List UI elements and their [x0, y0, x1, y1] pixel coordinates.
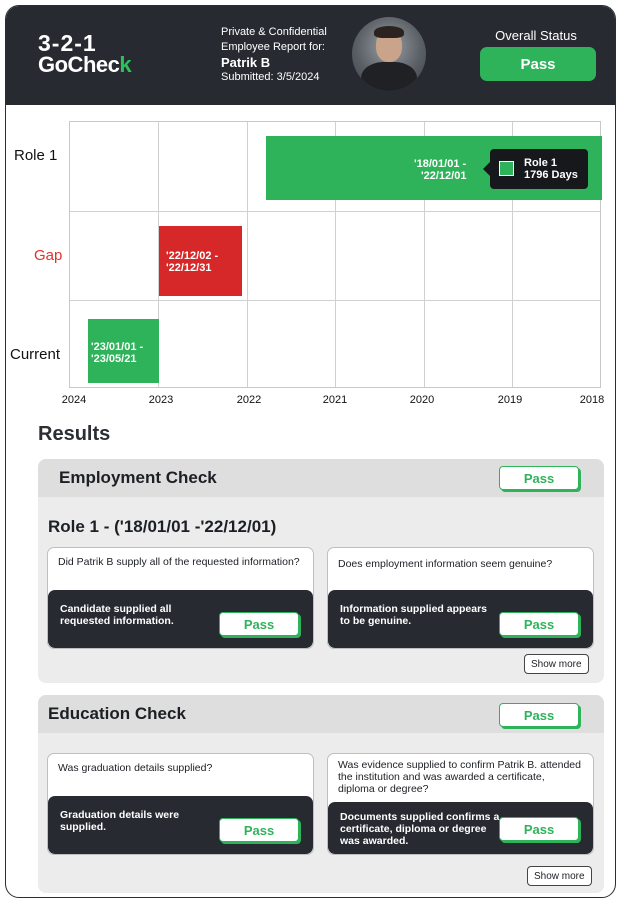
employment-check-section [38, 459, 604, 683]
employment-check-title: Employment Check [59, 468, 217, 487]
question-text: Does employment information seem genuine? [338, 558, 553, 570]
logo-word: GoChec [38, 52, 120, 77]
report-meta [221, 25, 327, 85]
year-tick: 2022 [236, 394, 262, 406]
employee-name: Patrik B [221, 55, 271, 70]
answer-panel [328, 590, 593, 648]
answer-panel [48, 590, 313, 648]
question-text: Did Patrik B supply all of the requested information? [58, 556, 300, 568]
education-check-title: Education Check [48, 704, 186, 723]
answer-panel [48, 796, 313, 854]
results-heading: Results [38, 423, 111, 445]
year-tick: 2021 [322, 394, 348, 406]
confidential-label: Private & Confidential [221, 26, 327, 38]
year-tick: 2024 [61, 394, 87, 406]
row-label-gap: Gap [34, 247, 63, 264]
year-tick: 2020 [409, 394, 435, 406]
year-tick: 2023 [148, 394, 174, 406]
education-question-card [327, 753, 594, 855]
overall-status-label: Overall Status [495, 28, 577, 43]
employment-status-badge[interactable]: Pass [499, 466, 579, 490]
answer-text: Candidate supplied all requested information. [60, 603, 174, 627]
answer-status-badge[interactable]: Pass [219, 612, 299, 636]
timeline-tooltip: Role 1 1796 Days [490, 149, 588, 189]
show-more-button[interactable]: Show more [524, 654, 589, 674]
row-label-role1: Role 1 [14, 147, 58, 164]
year-tick: 2019 [497, 394, 523, 406]
employment-question-card [327, 547, 594, 649]
submitted-date: Submitted: 3/5/2024 [221, 71, 320, 83]
answer-text: Documents supplied confirms a certificate, diploma or degree was awarded. [340, 811, 500, 847]
education-question-card [47, 753, 314, 855]
answer-status-badge[interactable]: Pass [499, 817, 579, 841]
timeline-bar-role1[interactable]: '18/01/01 - '22/12/01 [266, 136, 602, 200]
report-header [6, 6, 615, 105]
education-check-section [38, 695, 604, 893]
question-text: Was graduation details supplied? [58, 762, 213, 774]
timeline-bar-current[interactable]: '23/01/01 - '23/05/21 [88, 319, 159, 383]
year-tick: 2018 [579, 394, 605, 406]
answer-text: Graduation details were supplied. [60, 809, 180, 833]
answer-text: Information supplied appears to be genuine. [340, 603, 488, 627]
logo-check-accent: k [119, 52, 132, 77]
report-for-label: Employee Report for: [221, 41, 325, 53]
report-card [5, 5, 616, 898]
question-text: Was evidence supplied to confirm Patrik B. attended the institution and was awarded a certificate, diploma or degree? [338, 759, 581, 795]
answer-status-badge[interactable]: Pass [499, 612, 579, 636]
answer-status-badge[interactable]: Pass [219, 818, 299, 842]
avatar [352, 17, 426, 91]
show-more-button[interactable]: Show more [527, 866, 592, 886]
row-label-current: Current [10, 346, 61, 363]
answer-panel [328, 802, 593, 854]
legend-swatch [499, 161, 514, 176]
role-title: Role 1 - ('18/01/01 -'22/12/01) [48, 517, 277, 536]
brand-logo: 3-2-1 GoCheck [38, 30, 132, 77]
overall-status-badge: Pass [480, 47, 596, 81]
education-status-badge[interactable]: Pass [499, 703, 579, 727]
employment-question-card [47, 547, 314, 649]
timeline-bar-gap[interactable]: '22/12/02 - '22/12/31 [159, 226, 242, 296]
